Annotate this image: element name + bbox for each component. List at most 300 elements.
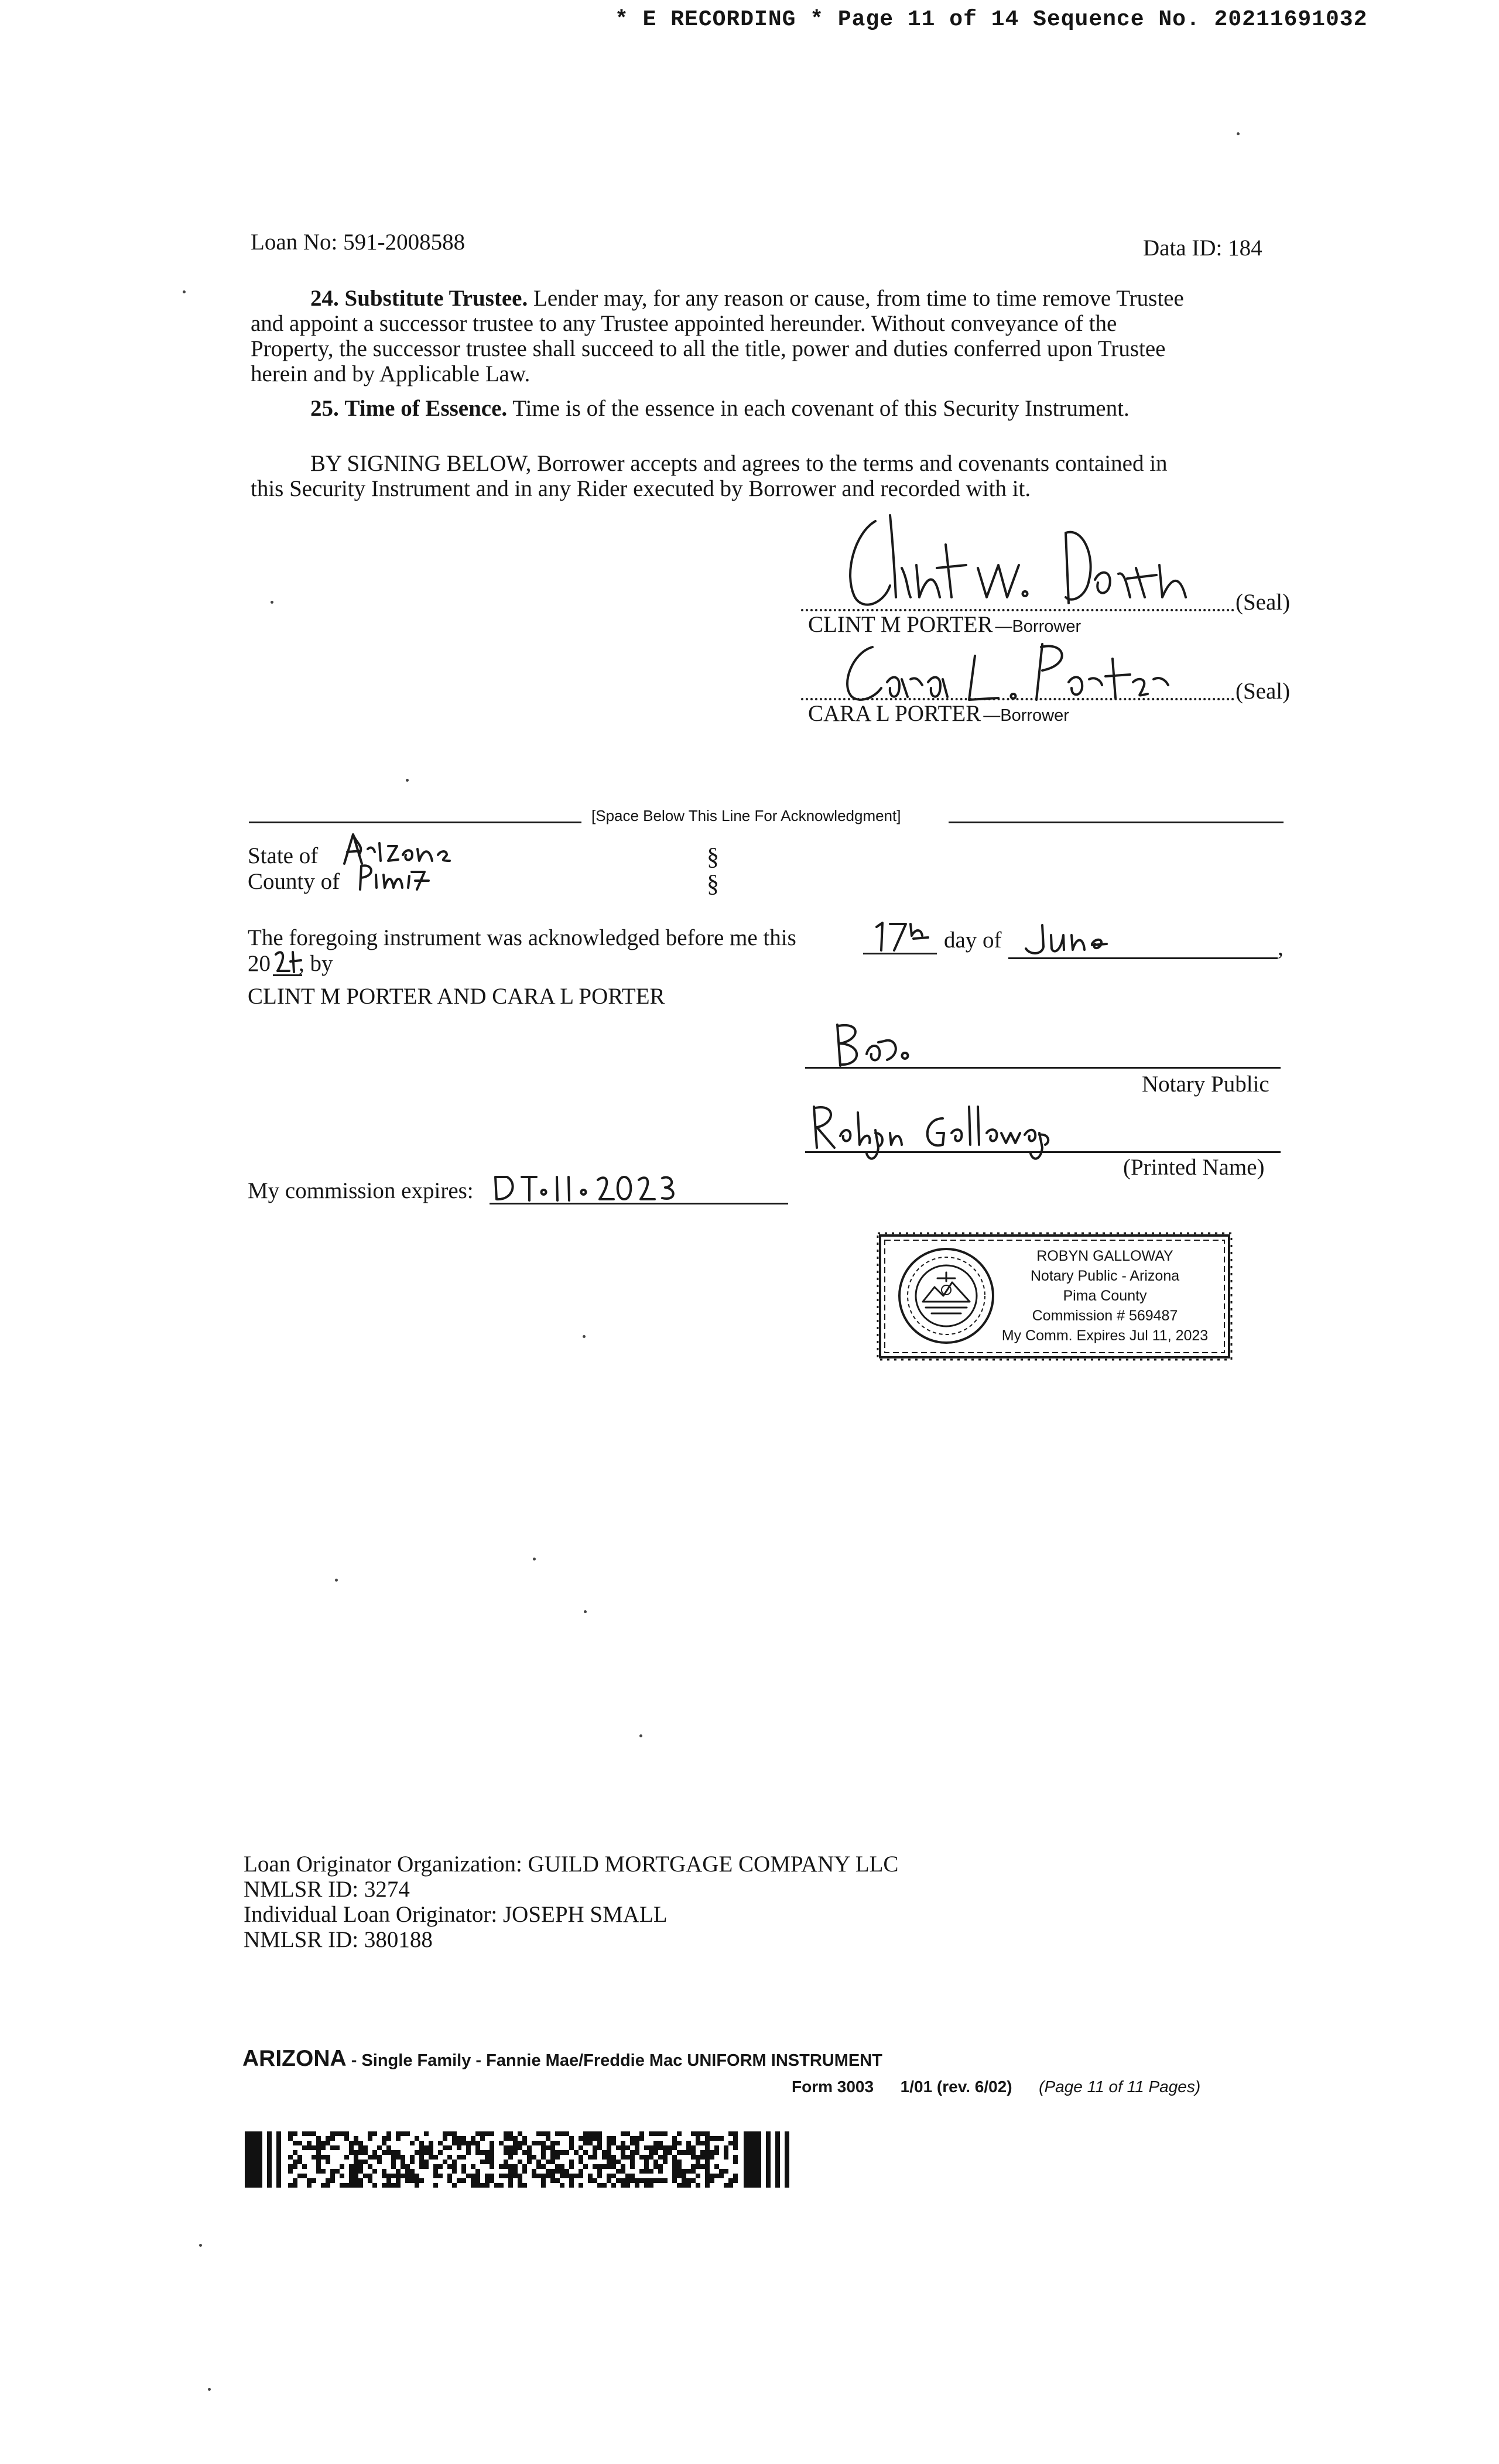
barcode-module (504, 2160, 508, 2164)
borrower-2-name: CARA L PORTER (808, 701, 981, 726)
barcode-module (733, 2131, 738, 2136)
barcode-module (354, 2178, 358, 2183)
barcode-module (433, 2183, 438, 2188)
barcode-module (372, 2155, 377, 2160)
barcode-module (532, 2174, 536, 2178)
barcode-module (555, 2131, 560, 2136)
barcode-module (424, 2160, 429, 2164)
barcode-module (321, 2145, 326, 2150)
barcode-module (663, 2145, 668, 2150)
barcode-module (597, 2141, 602, 2145)
barcode-module (372, 2131, 377, 2136)
barcode-module (705, 2141, 710, 2145)
barcode-module (550, 2150, 555, 2155)
borrower-2-signature (820, 632, 1218, 709)
barcode-module (728, 2178, 733, 2183)
barcode-module (461, 2164, 466, 2169)
barcode-module (288, 2136, 293, 2141)
barcode-module (490, 2141, 494, 2145)
acknowledgment-divider-left (249, 822, 581, 823)
barcode-module (504, 2174, 508, 2178)
barcode-module (593, 2131, 597, 2136)
barcode-module (719, 2174, 724, 2178)
barcode-module (527, 2150, 532, 2155)
clause-25-title: Time of Essence. (344, 396, 508, 421)
barcode-module (550, 2155, 555, 2160)
barcode-module (724, 2145, 728, 2150)
barcode-module (522, 2183, 527, 2188)
barcode-module (419, 2164, 424, 2169)
barcode-module (607, 2155, 611, 2160)
barcode-module (358, 2169, 363, 2174)
barcode-module (349, 2141, 354, 2145)
barcode-module (354, 2150, 358, 2155)
barcode-module (583, 2164, 588, 2169)
ack-comma: , (1278, 935, 1284, 960)
barcode-module (649, 2131, 653, 2136)
barcode-module (513, 2145, 518, 2150)
barcode-module (485, 2155, 490, 2160)
barcode-module (522, 2136, 527, 2141)
barcode-module (625, 2174, 630, 2178)
barcode-module (316, 2160, 321, 2164)
barcode-module (705, 2178, 710, 2183)
barcode-module (410, 2155, 415, 2160)
barcode-module (293, 2160, 297, 2164)
barcode-module (625, 2183, 630, 2188)
barcode-module (368, 2174, 372, 2178)
barcode-module (307, 2145, 312, 2150)
barcode-module (696, 2160, 700, 2164)
notary-signature-line (805, 1067, 1281, 1069)
barcode-module (635, 2136, 639, 2141)
barcode-module (663, 2155, 668, 2160)
notary-stamp-name: ROBYN GALLOWAY (1036, 1248, 1173, 1264)
barcode-module (358, 2150, 363, 2155)
barcode-module (550, 2169, 555, 2174)
barcode-module (405, 2174, 410, 2178)
barcode-module (419, 2160, 424, 2164)
barcode-module (340, 2131, 344, 2136)
barcode-module (621, 2178, 625, 2183)
clause-24-title: Substitute Trustee. (344, 286, 528, 311)
notary-printed-name-handwriting (802, 1101, 1095, 1165)
barcode-module (527, 2160, 532, 2164)
barcode-module (490, 2145, 494, 2150)
barcode-module (550, 2160, 555, 2164)
barcode-module (630, 2150, 635, 2155)
barcode-module (536, 2131, 541, 2136)
clause-25-number: 25. (310, 396, 339, 421)
barcode-module (386, 2183, 391, 2188)
barcode-module (682, 2150, 686, 2155)
clause-24 (251, 286, 1287, 386)
barcode-module (658, 2169, 663, 2174)
barcode-module (447, 2178, 452, 2183)
barcode-module (579, 2169, 583, 2174)
barcode-module (621, 2150, 625, 2155)
barcode-module (452, 2183, 457, 2188)
barcode-module (593, 2136, 597, 2141)
barcode-module (710, 2155, 714, 2160)
barcode-module (691, 2178, 696, 2183)
notary-stamp (877, 1231, 1234, 1363)
barcode-module (288, 2131, 293, 2136)
barcode-module (700, 2131, 705, 2136)
barcode-module (302, 2174, 307, 2178)
barcode-module (344, 2136, 349, 2141)
barcode-module (639, 2155, 644, 2160)
barcode-module (560, 2174, 564, 2178)
barcode-module (297, 2174, 302, 2178)
barcode-module (349, 2169, 354, 2174)
barcode-module (443, 2131, 447, 2136)
barcode-module (635, 2145, 639, 2150)
form-footer-title (242, 2046, 882, 2072)
barcode-module (733, 2136, 738, 2141)
barcode-module (672, 2141, 677, 2145)
barcode-module (410, 2178, 415, 2183)
barcode-module (457, 2155, 461, 2160)
barcode-module (658, 2141, 663, 2145)
acknowledgment-divider-right (949, 822, 1284, 823)
form-page: (Page 11 of 11 Pages) (1039, 2078, 1201, 2096)
barcode-module (672, 2164, 677, 2169)
barcode-module (461, 2178, 466, 2183)
barcode-module (705, 2155, 710, 2160)
barcode-module (569, 2164, 574, 2169)
ack-year-underline (273, 974, 302, 976)
barcode-module (447, 2155, 452, 2160)
barcode-module (672, 2145, 677, 2150)
barcode-module (649, 2169, 653, 2174)
barcode-module (316, 2141, 321, 2145)
barcode-module (457, 2145, 461, 2150)
acknowledgment-text: The foregoing instrument was acknowledged before me this (248, 925, 796, 950)
barcode-module (579, 2160, 583, 2164)
barcode-module (335, 2145, 340, 2150)
barcode-module (658, 2131, 663, 2136)
barcode-module (382, 2174, 386, 2178)
barcode-module (377, 2160, 382, 2164)
barcode-module (307, 2141, 312, 2145)
notary-stamp-text (994, 1246, 1216, 1346)
notary-stamp-county: Pima County (1063, 1288, 1147, 1304)
barcode-module (443, 2160, 447, 2164)
barcode-module (583, 2141, 588, 2145)
barcode-module (602, 2183, 607, 2188)
barcode-module (508, 2174, 513, 2178)
barcode-module (691, 2164, 696, 2169)
clause-24-number: 24. (310, 286, 339, 311)
barcode-module (682, 2169, 686, 2174)
barcode-module (457, 2178, 461, 2183)
barcode-module (597, 2145, 602, 2150)
barcode-module (564, 2150, 569, 2155)
barcode-module (644, 2178, 649, 2183)
barcode-module (396, 2178, 401, 2183)
barcode-module (377, 2155, 382, 2160)
barcode-module (499, 2141, 504, 2145)
barcode-module (508, 2155, 513, 2160)
barcode-module (316, 2169, 321, 2174)
barcode-module (630, 2178, 635, 2183)
barcode-module (480, 2131, 485, 2136)
borrower-1-seal: (Seal) (1236, 590, 1291, 615)
barcode-module (611, 2160, 616, 2164)
barcode-module (466, 2145, 471, 2150)
barcode-module (330, 2178, 335, 2183)
barcode-module (616, 2145, 621, 2150)
barcode-module (658, 2178, 663, 2183)
barcode-module (382, 2169, 386, 2174)
barcode-module (569, 2145, 574, 2150)
barcode-module (616, 2178, 621, 2183)
barcode-module (405, 2131, 410, 2136)
barcode-module (438, 2141, 443, 2145)
barcode-module (705, 2169, 710, 2174)
barcode-module (607, 2160, 611, 2164)
barcode-module (405, 2178, 410, 2183)
barcode-module (728, 2131, 733, 2136)
barcode-module (508, 2183, 513, 2188)
barcode-module (522, 2169, 527, 2174)
barcode-module (644, 2169, 649, 2174)
barcode-module (316, 2164, 321, 2169)
barcode-module (686, 2150, 691, 2155)
barcode-module (630, 2155, 635, 2160)
barcode-module (672, 2169, 677, 2174)
barcode-module (532, 2155, 536, 2160)
form-revision: 1/01 (rev. 6/02) (900, 2078, 1012, 2096)
barcode-module (410, 2174, 415, 2178)
ack-year-prefix: 20 (248, 951, 271, 976)
notary-printed-name-line (805, 1151, 1281, 1153)
barcode-module (579, 2145, 583, 2150)
barcode-module (485, 2160, 490, 2164)
clause-25-text: Time is of the essence in each covenant of this Security Instrument. (512, 396, 1130, 421)
barcode-module (490, 2174, 494, 2178)
barcode-module (499, 2183, 504, 2188)
borrower-2-role: —Borrower (983, 706, 1069, 725)
barcode-module (686, 2141, 691, 2145)
barcode-module (616, 2160, 621, 2164)
barcode-module (710, 2174, 714, 2178)
barcode-module (349, 2164, 354, 2169)
barcode-module (555, 2141, 560, 2145)
loan-originator-org: Loan Originator Organization: GUILD MORTGAGE COMPANY LLC (244, 1852, 899, 1877)
barcode-module (705, 2131, 710, 2136)
barcode-module (391, 2155, 396, 2160)
barcode-module (583, 2136, 588, 2141)
barcode-module (494, 2183, 499, 2188)
barcode-module (358, 2164, 363, 2169)
barcode-module (396, 2150, 401, 2155)
barcode-module (508, 2136, 513, 2141)
barcode-module (293, 2178, 297, 2183)
barcode-module (508, 2150, 513, 2155)
barcode-module (518, 2174, 522, 2178)
barcode-module (354, 2183, 358, 2188)
barcode-module (461, 2136, 466, 2141)
barcode-module (653, 2164, 658, 2169)
form-footer-state: ARIZONA (242, 2046, 347, 2071)
barcode-module (630, 2160, 635, 2164)
barcode-module (639, 2169, 644, 2174)
barcode-module (672, 2155, 677, 2160)
barcode-module (293, 2141, 297, 2145)
barcode-module (546, 2169, 550, 2174)
barcode-module (593, 2145, 597, 2150)
barcode-module (316, 2155, 321, 2160)
barcode-module (391, 2174, 396, 2178)
barcode-module (471, 2141, 475, 2145)
barcode-module (363, 2160, 368, 2164)
barcode-module (424, 2164, 429, 2169)
county-section-symbol: § (707, 871, 719, 898)
barcode-module (354, 2155, 358, 2160)
barcode-module (696, 2131, 700, 2136)
barcode-module (644, 2155, 649, 2160)
barcode-module (518, 2145, 522, 2150)
ack-month-handwriting (1019, 920, 1124, 958)
barcode-module (536, 2141, 541, 2145)
barcode-module (579, 2174, 583, 2178)
barcode-module (625, 2145, 630, 2150)
barcode-module (546, 2174, 550, 2178)
borrower-1-signature (820, 509, 1218, 621)
barcode-module (597, 2131, 602, 2136)
barcode-module (358, 2145, 363, 2150)
barcode-module (541, 2174, 546, 2178)
barcode-module (616, 2169, 621, 2174)
barcode-module (564, 2174, 569, 2178)
barcode-module (588, 2131, 593, 2136)
barcode-module (513, 2136, 518, 2141)
barcode-module (401, 2160, 405, 2164)
barcode-module (419, 2141, 424, 2145)
barcode-module (508, 2164, 513, 2169)
barcode-module (579, 2136, 583, 2141)
barcode-module (340, 2183, 344, 2188)
barcode-module (635, 2141, 639, 2145)
barcode-module (518, 2183, 522, 2188)
barcode-module (696, 2164, 700, 2169)
barcode-module (569, 2136, 574, 2141)
barcode-module (719, 2136, 724, 2141)
barcode-module (686, 2169, 691, 2174)
barcode-module (475, 2169, 480, 2174)
barcode-module (672, 2178, 677, 2183)
barcode-module (466, 2174, 471, 2178)
barcode-module (471, 2136, 475, 2141)
barcode-module (504, 2164, 508, 2169)
barcode-module (466, 2141, 471, 2145)
loan-originator-org-nmlsr: NMLSR ID: 3274 (244, 1877, 410, 1902)
barcode-module (705, 2150, 710, 2155)
barcode-module (611, 2183, 616, 2188)
barcode-module (546, 2131, 550, 2136)
barcode-module (611, 2155, 616, 2160)
barcode-module (607, 2174, 611, 2178)
barcode-module (714, 2136, 719, 2141)
barcode-module (316, 2145, 321, 2150)
barcode-module (504, 2136, 508, 2141)
barcode-module (644, 2183, 649, 2188)
ack-year-suffix: , by (299, 951, 333, 976)
barcode-module (508, 2169, 513, 2174)
barcode-module (621, 2131, 625, 2136)
barcode-module (672, 2174, 677, 2178)
barcode-module (513, 2150, 518, 2155)
barcode-module (419, 2145, 424, 2150)
barcode-module (452, 2160, 457, 2164)
scan-speck (533, 1558, 536, 1560)
barcode-module (635, 2183, 639, 2188)
barcode-module (288, 2164, 293, 2169)
barcode-module (504, 2150, 508, 2155)
barcode-module (607, 2178, 611, 2183)
barcode-module (480, 2160, 485, 2164)
barcode-module (686, 2145, 691, 2150)
barcode-module (405, 2164, 410, 2169)
barcode-module (475, 2141, 480, 2145)
barcode-module (625, 2155, 630, 2160)
barcode-module (499, 2164, 504, 2169)
notary-stamp-commission: Commission # 569487 (1032, 1308, 1178, 1324)
barcode-module (344, 2155, 349, 2160)
barcode-module (658, 2145, 663, 2150)
barcode-module (611, 2164, 616, 2169)
barcode-module (644, 2145, 649, 2150)
state-handwriting (338, 831, 456, 867)
scan-speck (1237, 132, 1240, 135)
barcode-module (340, 2164, 344, 2169)
barcode-module (461, 2169, 466, 2174)
form-footer-details (792, 2078, 1200, 2096)
barcode-module (405, 2169, 410, 2174)
barcode-module (621, 2169, 625, 2174)
barcode-module (597, 2136, 602, 2141)
barcode-module (354, 2174, 358, 2178)
barcode-module (682, 2174, 686, 2178)
barcode-module (574, 2150, 579, 2155)
barcode-module (668, 2145, 672, 2150)
barcode-module (705, 2160, 710, 2164)
barcode-module (597, 2169, 602, 2174)
barcode-module (326, 2136, 330, 2141)
barcode-module (621, 2145, 625, 2150)
barcode-module (733, 2141, 738, 2145)
barcode-module (597, 2174, 602, 2178)
barcode-module (719, 2169, 724, 2174)
barcode-module (686, 2183, 691, 2188)
barcode-module (677, 2174, 682, 2178)
barcode-module (447, 2145, 452, 2150)
barcode-module (321, 2183, 326, 2188)
barcode-module (602, 2150, 607, 2155)
barcode-module (588, 2136, 593, 2141)
barcode-module (691, 2169, 696, 2174)
barcode-module (297, 2141, 302, 2145)
notary-stamp-expiration: My Comm. Expires Jul 11, 2023 (1001, 1327, 1209, 1344)
barcode-module (602, 2155, 607, 2160)
barcode-module (326, 2141, 330, 2145)
barcode-module (316, 2150, 321, 2155)
barcode-module (705, 2145, 710, 2150)
barcode-module (621, 2164, 625, 2169)
barcode-module (630, 2141, 635, 2145)
